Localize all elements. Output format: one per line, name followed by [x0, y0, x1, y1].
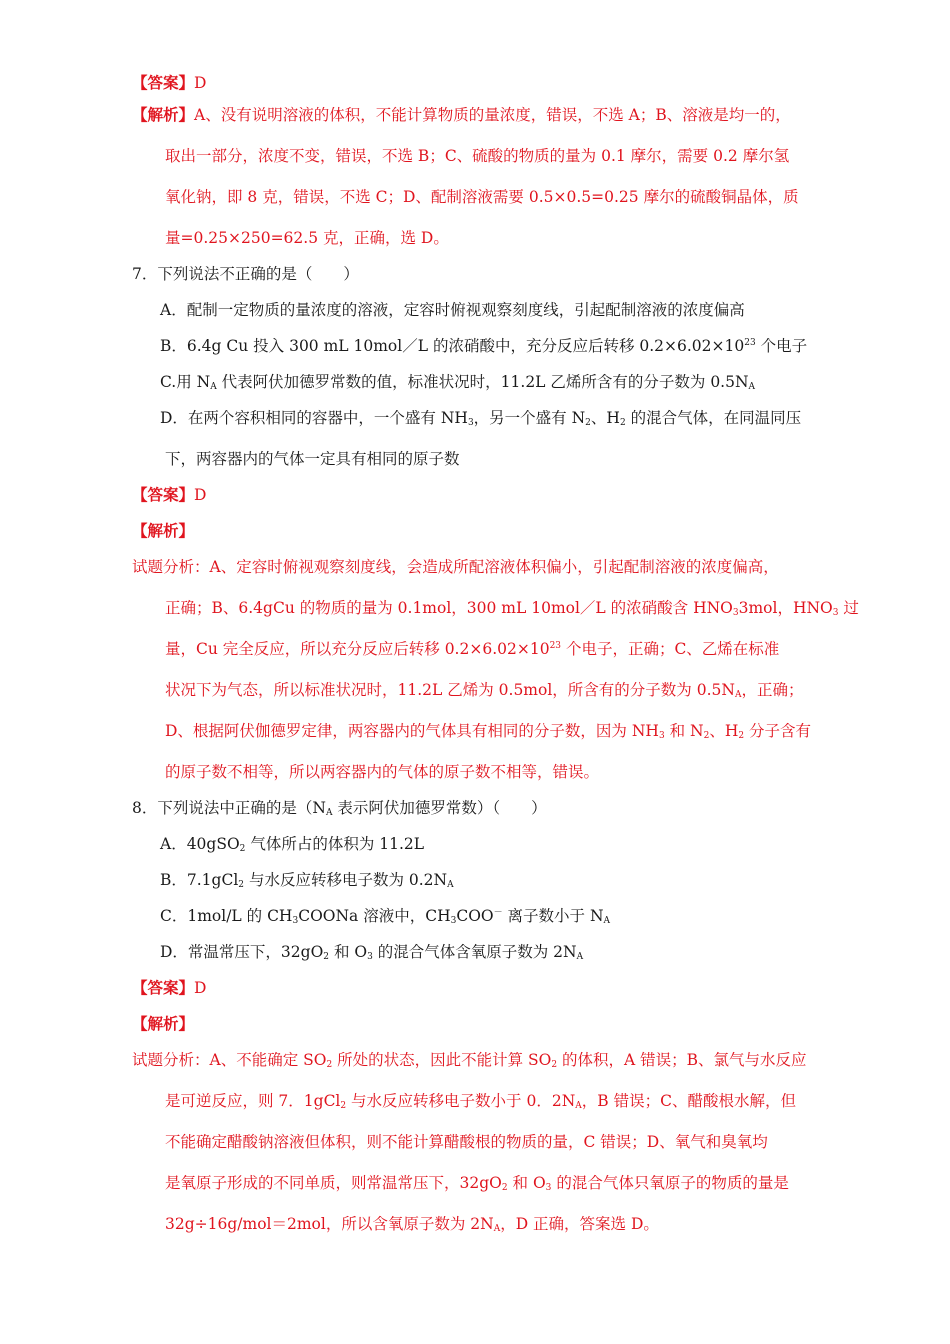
q8-option-c: C．1mol/L 的 $CH_3COONa$ 溶液中，$CH_3COO^-$ 离子数小于 $N_A$ [160, 907, 611, 926]
q7-stem: 7．下列说法不正确的是（ ） [132, 265, 359, 283]
q7-answer: 【答案】D [132, 485, 207, 504]
q7-option-a: A．配制一定物质的量浓度的溶液，定容时俯视观察刻度线，引起配制溶液的浓度偏高 [160, 301, 745, 319]
q7-analysis-line-4: 状况下为气态，所以标准状况时，11.2L 乙烯为 0.5mol，所含有的分子数为 $0.5N_A$，正确； [165, 681, 804, 700]
q6-analysis-line-2: 取出一部分，浓度不变，错误，不选 B；C、硫酸的物质的量为 0.1 摩尔，需要 0.2 摩尔氢 [165, 147, 790, 165]
q8-option-d: D．常温常压下，$32gO_2$ 和 $O_3$ 的混合气体含氧原子数为 $2N_A$ [160, 943, 584, 962]
q7-analysis-tag: 【解析】 [132, 521, 195, 540]
q7-option-d-line-2: 下，两容器内的气体一定具有相同的原子数 [165, 450, 460, 468]
q8-analysis-line-5: 32g÷16g/mol＝2mol，所以含氧原子数为 $2N_A$，D 正确，答案选 D。 [165, 1215, 659, 1234]
analysis-tag: 【解析】 [132, 105, 195, 124]
q8-analysis-line-1: 试题分析：A、不能确定 $SO_2$ 所处的状态，因此不能计算 $SO_2$ 的体积，A 错误；B、氯气与水反应 [132, 1051, 807, 1070]
q7-option-d: D．在两个容积相同的容器中，一个盛有 $NH_3$，另一个盛有 $N_2$、$H_2$ 的混合气体，在同温同压 [160, 409, 802, 428]
q8-answer: 【答案】D [132, 978, 207, 997]
q8-option-a: A．40gSO$_2$ 气体所占的体积为 11.2L [160, 835, 425, 854]
q8-stem: 8．下列说法中正确的是（$N_A$ 表示阿伏加德罗常数）（ ） [132, 799, 547, 818]
q8-analysis-line-4: 是氧原子形成的不同单质，则常温常压下，$32gO_2$ 和 $O_3$ 的混合气体只氧原子的物质的量是 [165, 1174, 789, 1193]
answer-value: D [194, 74, 207, 92]
q8-analysis-line-3: 不能确定醋酸钠溶液但体积，则不能计算醋酸根的物质的量，C 错误；D、氧气和臭氧均 [165, 1133, 768, 1151]
q8-analysis-line-2: 是可逆反应，则 7．1gCl$_2$ 与水反应转移电子数小于 0．$2N_A$，B 错误；C、醋酸根水解，但 [165, 1092, 796, 1111]
q6-answer [132, 72, 206, 94]
q6-analysis-line-3: 氧化钠，即 8 克，错误，不选 C；D、配制溶液需要 0.5×0.5=0.25 摩尔的硫酸铜晶体，质 [165, 188, 799, 206]
q7-analysis-line-2: 正确；B、6.4gCu 的物质的量为 0.1mol，300 mL 10mol／L 的浓硝酸含 $HNO_33mol$，$HNO_3$ 过 [165, 599, 859, 618]
q7-option-c: C.用 $N_A$ 代表阿伏加德罗常数的值，标准状况时，11.2L 乙烯所含有的分子数为 $0.5N_A$ [160, 373, 756, 392]
q6-analysis-line-1: 【解析】A、没有说明溶液的体积，不能计算物质的量浓度，错误，不选 A；B、溶液是均一的， [132, 105, 791, 124]
q6-analysis-line-4: 量=0.25×250=62.5 克，正确，选 D。 [165, 229, 449, 247]
q8-option-b: B．7.1gCl$_2$ 与水反应转移电子数为 $0.2N_A$ [160, 871, 454, 890]
q7-option-b: B．6.4g Cu 投入 300 mL 10mol／L 的浓硝酸中，充分反应后转移 $0.2\times 6.02\times 10^{23}$ 个电子 [160, 337, 808, 355]
answer-tag: 【答案】 [132, 73, 195, 92]
q7-analysis-line-1: 试题分析：A、定容时俯视观察刻度线，会造成所配溶液体积偏小，引起配制溶液的浓度偏高， [132, 558, 779, 576]
q7-analysis-line-3: 量，Cu 完全反应，所以充分反应后转移 $0.2\times 6.02\times 10^{23}$ 个电子，正确；C、乙烯在标准 [165, 640, 780, 658]
q7-analysis-line-5: D、根据阿伏伽德罗定律，两容器内的气体具有相同的分子数，因为 $NH_3$ 和 $N_2$、$H_2$ 分子含有 [165, 722, 812, 741]
q8-analysis-tag: 【解析】 [132, 1014, 195, 1033]
q7-analysis-line-6: 的原子数不相等，所以两容器内的气体的原子数不相等，错误。 [165, 763, 600, 781]
